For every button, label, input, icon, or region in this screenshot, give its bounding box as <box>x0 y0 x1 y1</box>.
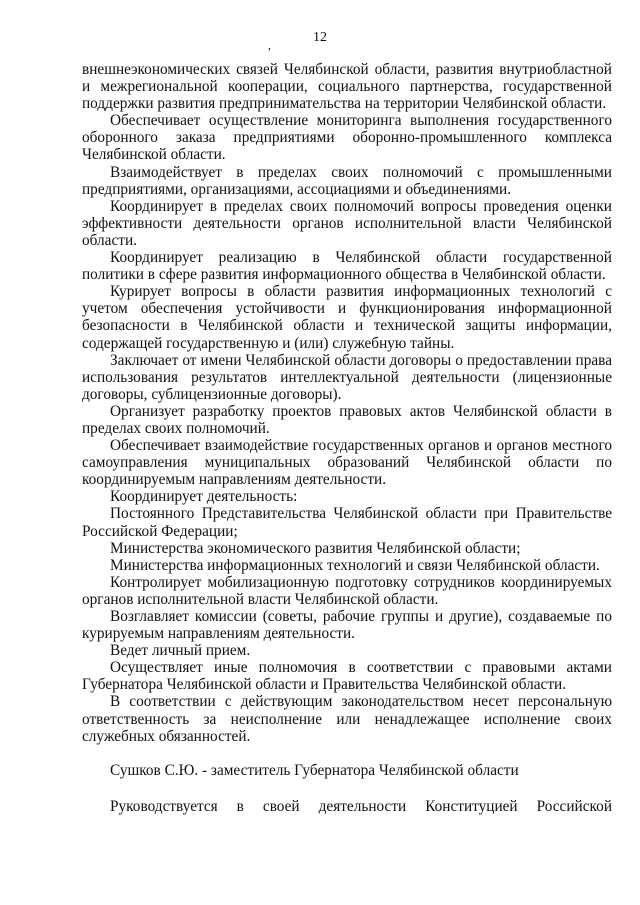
paragraph-16: Ведет личный прием. <box>110 642 251 660</box>
paragraph-12: Министерства экономического развития Челябинской области; <box>110 539 521 557</box>
paragraph-6: Курирует вопросы в области развития информационных технологий с учетом обеспечения устойчивости и функционирования информационной безопасности в Челябинской области и технической защиты информации, содержащей государственную и (или) служебную тайны. <box>82 283 612 352</box>
paragraph-1: внешнеэкономических связей Челябинской области, развития внутриобластной и межрегиональной кооперации, социального партнерства, государственной поддержки развития предпринимательства на территории Челябинской области. <box>82 61 612 113</box>
paragraph-17: Осуществляет иные полномочия в соответствии с правовыми актами Губернатора Челябинской области и Правительства Челябинской области. <box>82 659 612 694</box>
page-number: 12 <box>313 30 327 45</box>
paragraph-5: Координирует реализацию в Челябинской области государственной политики в сфере развития информационного общества в Челябинской области. <box>82 249 612 284</box>
paragraph-8: Организует разработку проектов правовых актов Челябинской области в пределах своих полномочий. <box>82 402 612 437</box>
paragraph-14: Контролирует мобилизационную подготовку сотрудников координируемых органов исполнительной власти Челябинской области. <box>82 573 612 608</box>
paragraph-3: Взаимодействует в пределах своих полномочий с промышленными предприятиями, организациями, ассоциациями и объединениями. <box>82 163 612 198</box>
paragraph-2: Обеспечивает осуществление мониторинга выполнения государственного оборонного заказа предприятиями оборонно-промышленного комплекса Челябинской области. <box>82 112 612 164</box>
body-text <box>82 61 612 815</box>
paragraph-7: Заключает от имени Челябинской области договоры о предоставлении права использования результатов интеллектуальной деятельности (лицензионные договоры, сублицензионные договоры). <box>82 351 612 403</box>
paragraph-13: Министерства информационных технологий и связи Челябинской области. <box>110 556 600 574</box>
paragraph-11: Постоянного Представительства Челябинской области при Правительстве Российской Федерации; <box>82 505 612 540</box>
paragraph-9: Обеспечивает взаимодействие государственных органов и органов местного самоуправления муниципальных образований Челябинской области по координируемым направлениям деятельности. <box>82 437 612 489</box>
official-heading: Сушков С.Ю. - заместитель Губернатора Челябинской области <box>110 761 519 779</box>
paragraph-4: Координирует в пределах своих полномочий вопросы проведения оценки эффективности деятельности органов исполнительной власти Челябинской области. <box>82 197 612 249</box>
paragraph-18: В соответствии с действующим законодательством несет персональную ответственность за неисполнение или ненадлежащее исполнение своих служебных обязанностей. <box>82 693 612 745</box>
closing-line: Руководствуется в своей деятельности Конституцией Российской <box>110 797 612 815</box>
paragraph-10: Координирует деятельность: <box>110 488 298 506</box>
stray-mark: , <box>268 38 271 52</box>
paragraph-15: Возглавляет комиссии (советы, рабочие группы и другие), создаваемые по курируемым направлениям деятельности. <box>82 608 612 643</box>
